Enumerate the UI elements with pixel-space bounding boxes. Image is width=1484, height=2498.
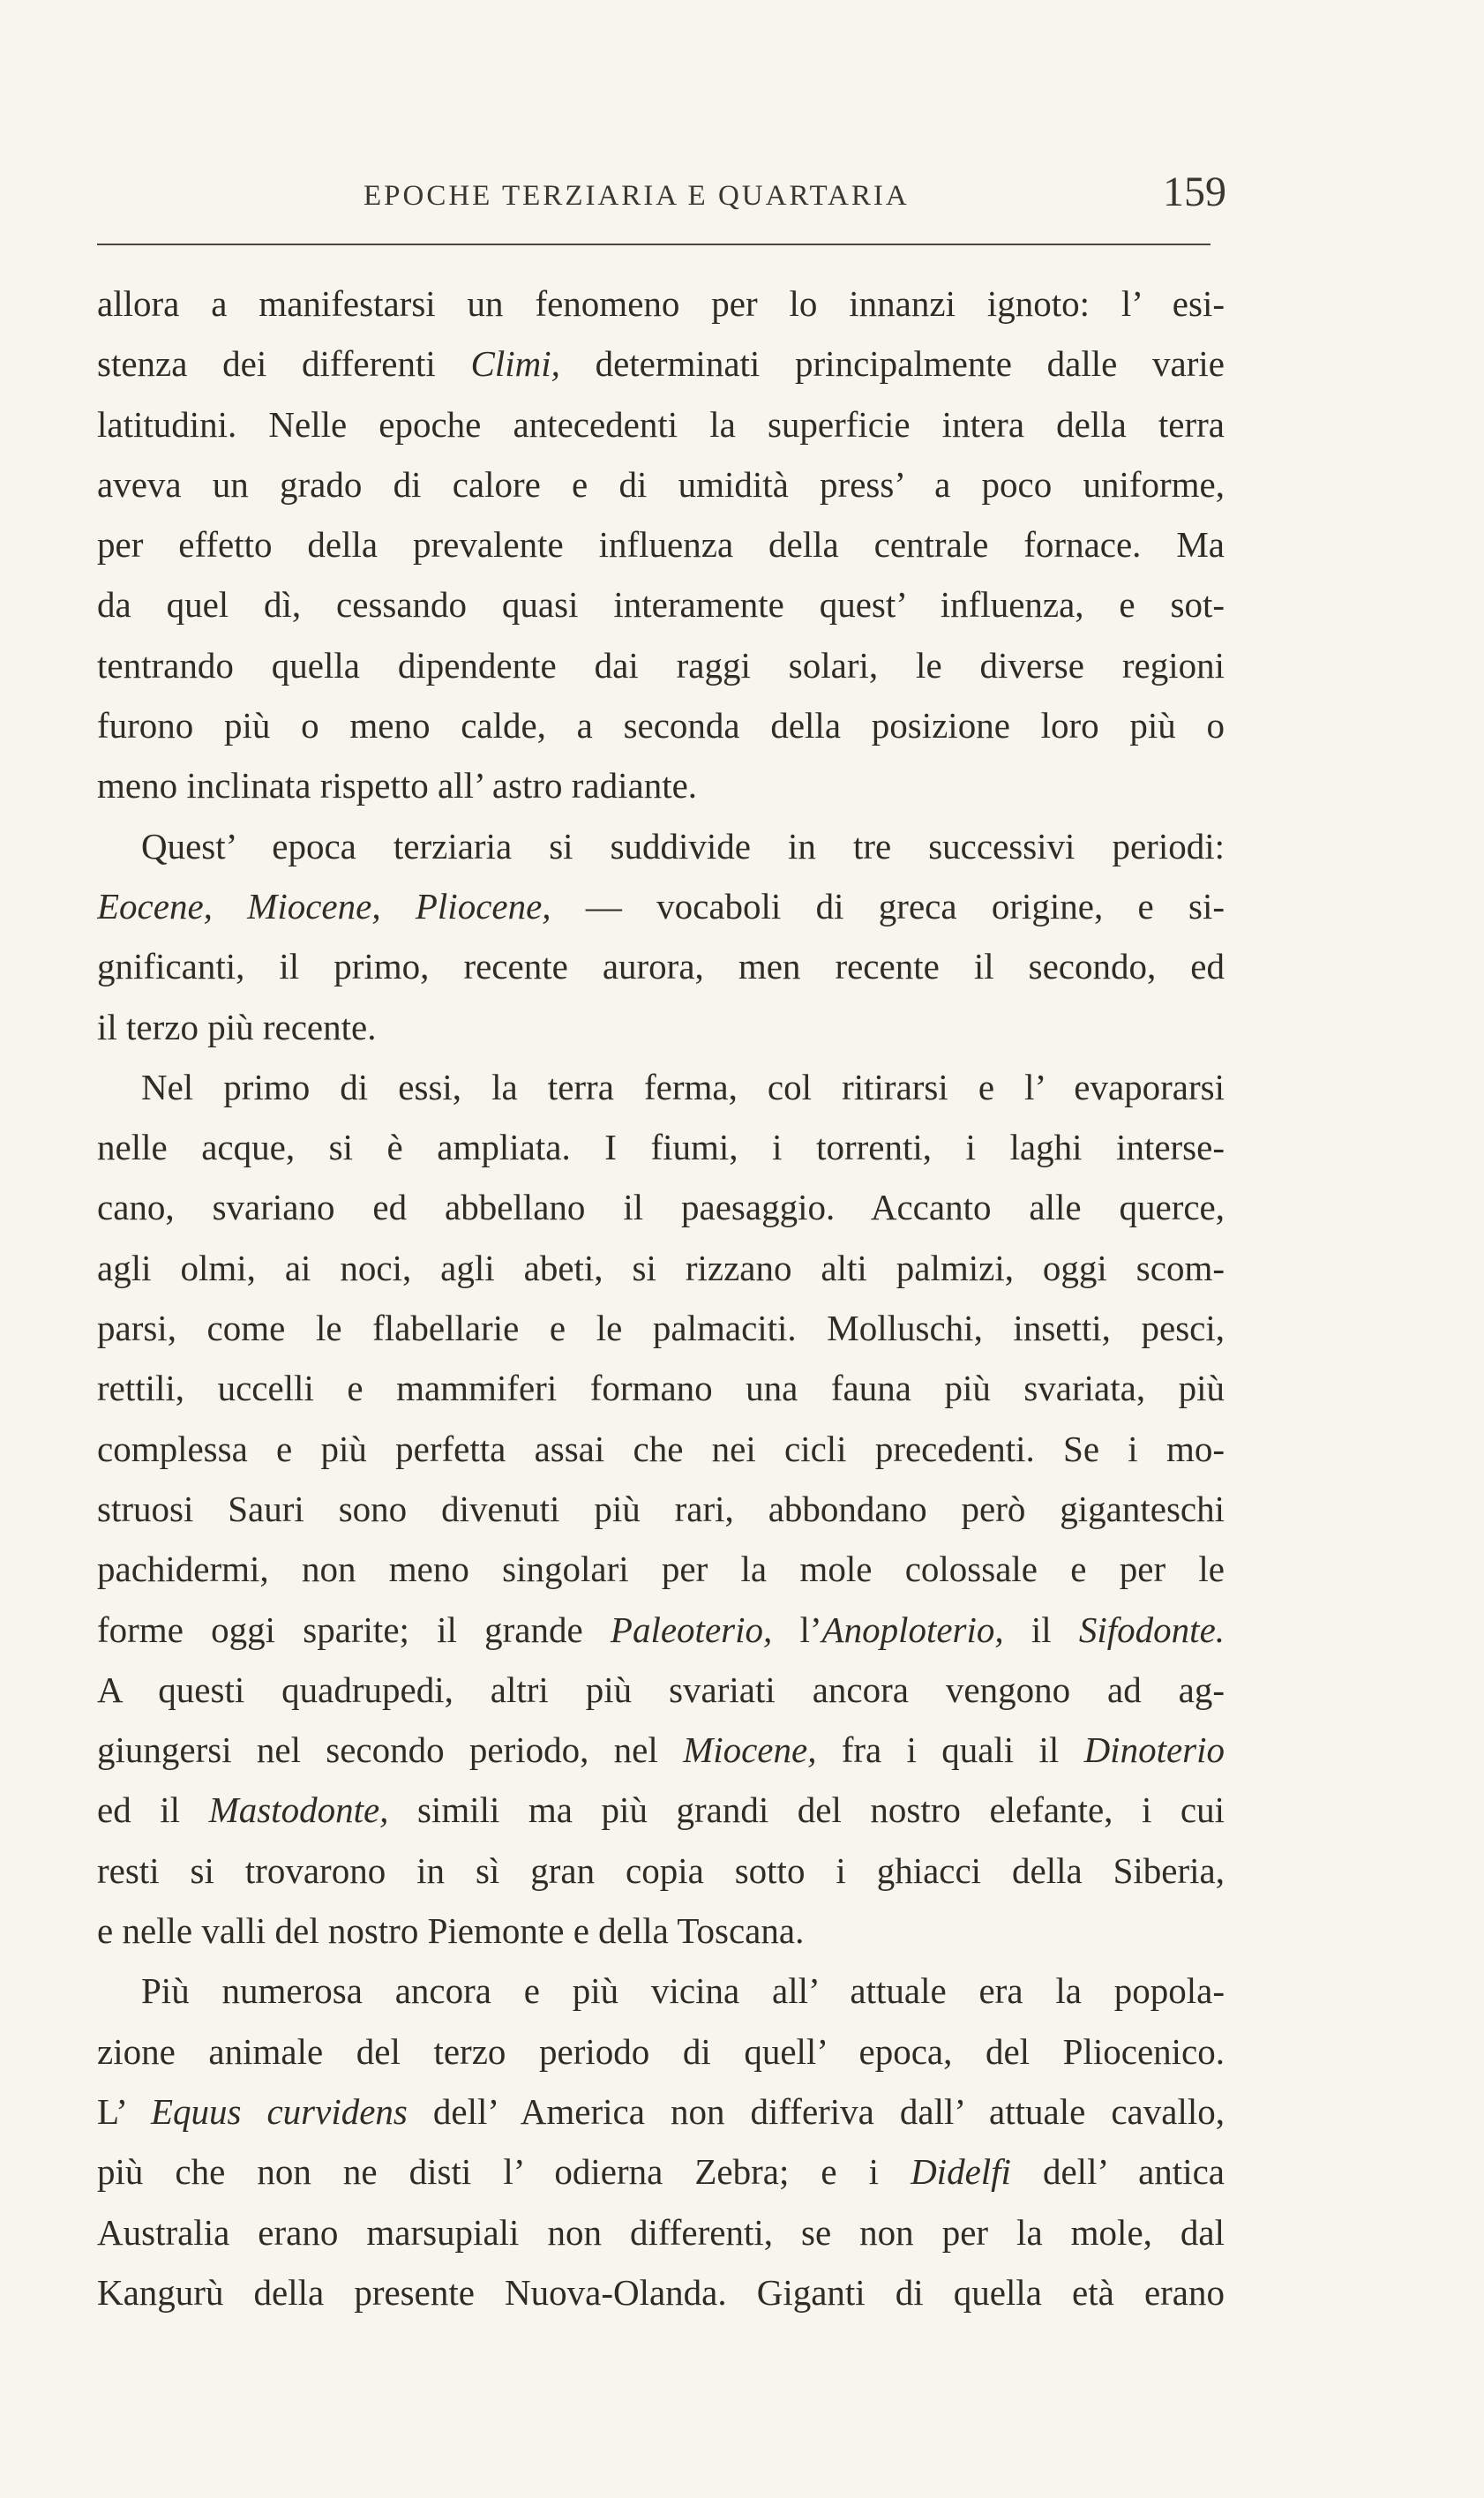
text-line: Quest’ epoca terziaria si suddivide in tre successivi periodi: [141, 825, 1225, 866]
text-line: meno inclinata rispetto all’ astro radiante. [97, 765, 698, 806]
text-line: L’ Equus curvidens dell’ America non differiva dall’ attuale cavallo, [97, 2090, 1225, 2132]
page-number: 159 [1163, 169, 1226, 215]
text-line: per effetto della prevalente influenza della centrale fornace. Ma [97, 524, 1225, 566]
text-line: tentrando quella dipendente dai raggi solari, le diverse regioni [97, 644, 1225, 686]
text-line: giungersi nel secondo periodo, nel Miocene, fra i quali il Dinoterio [97, 1729, 1225, 1771]
running-head: EPOCHE TERZIARIA E QUARTARIA [364, 180, 910, 212]
text-line: Kangurù della presente Nuova-Olanda. Giganti di quella età erano [97, 2271, 1225, 2313]
text-line: latitudini. Nelle epoche antecedenti la superficie intera della terra [97, 403, 1225, 445]
text-line: Eocene, Miocene, Pliocene, — vocaboli di greca origine, e si- [97, 885, 1225, 926]
text-line: Nel primo di essi, la terra ferma, col ritirarsi e l’ evaporarsi [141, 1066, 1225, 1107]
text-line: A questi quadrupedi, altri più svariati ancora vengono ad ag- [97, 1669, 1225, 1710]
body-text [97, 274, 1225, 2322]
text-line: nelle acque, si è ampliata. I fiumi, i torrenti, i laghi interse- [97, 1127, 1225, 1168]
text-line: stenza dei differenti Climi, determinati principalmente dalle varie [97, 343, 1225, 385]
text-line: da quel dì, cessando quasi interamente quest’ influenza, e sot- [97, 584, 1225, 626]
text-line: Più numerosa ancora e più vicina all’ attuale era la popola- [141, 1970, 1225, 2012]
page-header [97, 168, 1226, 221]
text-line: furono più o meno calde, a seconda della posizione loro più o [97, 705, 1225, 746]
text-line: parsi, come le flabellarie e le palmaciti. Molluschi, insetti, pesci, [97, 1308, 1225, 1349]
text-line: aveva un grado di calore e di umidità press’ a poco uniforme, [97, 463, 1225, 505]
text-line: cano, svariano ed abbellano il paesaggio. Accanto alle querce, [97, 1187, 1225, 1228]
text-line: allora a manifestarsi un fenomeno per lo innanzi ignoto: l’ esi- [97, 283, 1225, 324]
text-line: pachidermi, non meno singolari per la mole colossale e per le [97, 1549, 1225, 1590]
text-line: forme oggi sparite; il grande Paleoterio, l’Anoploterio, il Sifodonte. [97, 1609, 1225, 1650]
text-line: rettili, uccelli e mammiferi formano una fauna più svariata, più [97, 1368, 1225, 1409]
text-line: e nelle valli del nostro Piemonte e della Toscana. [97, 1910, 805, 1952]
text-line: resti si trovarono in sì gran copia sotto i ghiacci della Siberia, [97, 1849, 1225, 1891]
text-line: gnificanti, il primo, recente aurora, men recente il secondo, ed [97, 946, 1225, 987]
text-line: Australia erano marsupiali non differenti, se non per la mole, dal [97, 2211, 1225, 2253]
text-line: più che non ne disti l’ odierna Zebra; e i Didelfi dell’ antica [97, 2151, 1225, 2193]
text-line: ed il Mastodonte, simili ma più grandi del nostro elefante, i cui [97, 1789, 1225, 1831]
text-line: il terzo più recente. [97, 1006, 377, 1047]
text-line: struosi Sauri sono divenuti più rari, abbondano però giganteschi [97, 1488, 1225, 1529]
text-line: zione animale del terzo periodo di quell’ epoca, del Pliocenico. [97, 2030, 1225, 2072]
text-line: complessa e più perfetta assai che nei cicli precedenti. Se i mo- [97, 1428, 1225, 1469]
text-line: agli olmi, ai noci, agli abeti, si rizzano alti palmizi, oggi scom- [97, 1247, 1225, 1288]
header-rule [97, 244, 1210, 245]
